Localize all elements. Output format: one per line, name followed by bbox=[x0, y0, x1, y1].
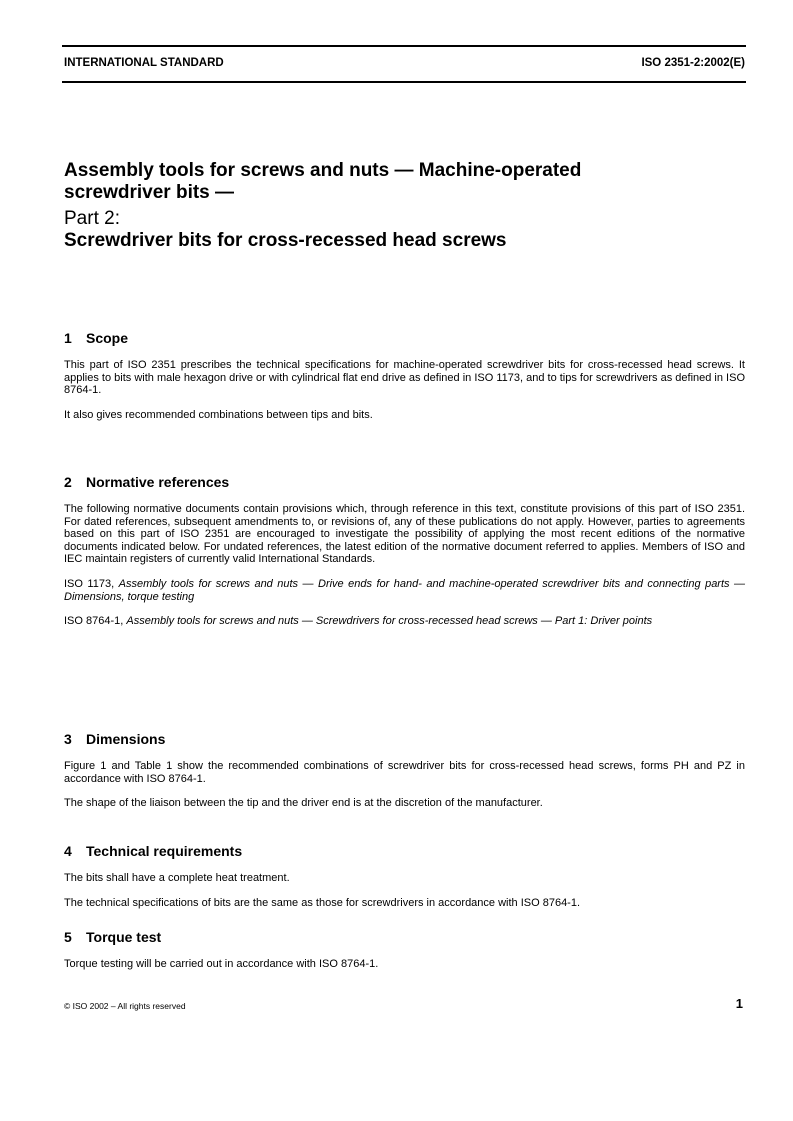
document-title bbox=[64, 160, 684, 252]
section-heading: 3 Dimensions bbox=[64, 731, 166, 747]
section-heading: 5 Torque test bbox=[64, 929, 162, 945]
section-heading: 2 Normative references bbox=[64, 474, 230, 490]
paragraph: The bits shall have a complete heat treatment. bbox=[64, 872, 290, 884]
header-right: ISO 2351-2:2002(E) bbox=[641, 57, 745, 69]
header-bottom-rule bbox=[62, 81, 746, 83]
page-number: 1 bbox=[735, 996, 743, 1011]
section-heading: 1 Scope bbox=[64, 330, 129, 346]
section-heading: 4 Technical requirements bbox=[64, 843, 243, 859]
paragraph: Torque testing will be carried out in accordance with ISO 8764-1. bbox=[64, 958, 379, 970]
reference-item: ISO 1173, Assembly tools for screws and nuts — Drive ends for hand- and machine-operated screwdriver bits and connecting parts — Dimensions, torque testing bbox=[64, 577, 745, 603]
reference-item: ISO 8764-1, Assembly tools for screws and nuts — Screwdrivers for cross-recessed head screws — Part 1: Driver points bbox=[64, 615, 653, 628]
section-dimensions bbox=[64, 731, 745, 810]
section-scope bbox=[64, 330, 745, 421]
main-title: Assembly tools for screws and nuts — Machine-operated screwdriver bits — bbox=[64, 160, 582, 203]
part-label: Part 2: bbox=[64, 208, 120, 229]
header-top-rule bbox=[62, 45, 746, 47]
subtitle: Screwdriver bits for cross-recessed head screws bbox=[64, 230, 507, 251]
paragraph: The technical specifications of bits are the same as those for screwdrivers in accordance with ISO 8764-1. bbox=[64, 896, 581, 909]
paragraph: The following normative documents contain provisions which, through reference in this text, constitute provisions of this part of ISO 2351. For dated references, subsequent amendments to, or revisions of, any of these publications do not apply. However, parties to agreements based on this part of ISO 2351 are encouraged to investigate the possibility of applying the most recent editions of the normative documents indicated below. For undated references, the latest edition of the normative document referred to applies. Members of ISO and IEC maintain registers of currently valid International Standards. bbox=[64, 503, 745, 566]
paragraph: Figure 1 and Table 1 show the recommended combinations of screwdriver bits for cross-recessed head screws, forms PH and PZ in accordance with ISO 8764-1. bbox=[64, 760, 745, 785]
header-left: INTERNATIONAL STANDARD bbox=[64, 57, 224, 69]
section-normative-references bbox=[64, 474, 745, 628]
section-technical-requirements bbox=[64, 843, 745, 909]
paragraph: It also gives recommended combinations between tips and bits. bbox=[64, 408, 373, 421]
paragraph: This part of ISO 2351 prescribes the technical specifications for machine-operated screwdriver bits for cross-recessed head screws. It applies to bits with male hexagon drive or with cylindrical flat end drive as defined in ISO 1173, and to tips for screwdrivers as defined in ISO 8764-1. bbox=[64, 359, 745, 397]
paragraph: The shape of the liaison between the tip and the driver end is at the discretion of the manufacturer. bbox=[64, 797, 543, 810]
footer-copyright: © ISO 2002 – All rights reserved bbox=[64, 1001, 186, 1011]
section-torque-test bbox=[64, 929, 745, 971]
